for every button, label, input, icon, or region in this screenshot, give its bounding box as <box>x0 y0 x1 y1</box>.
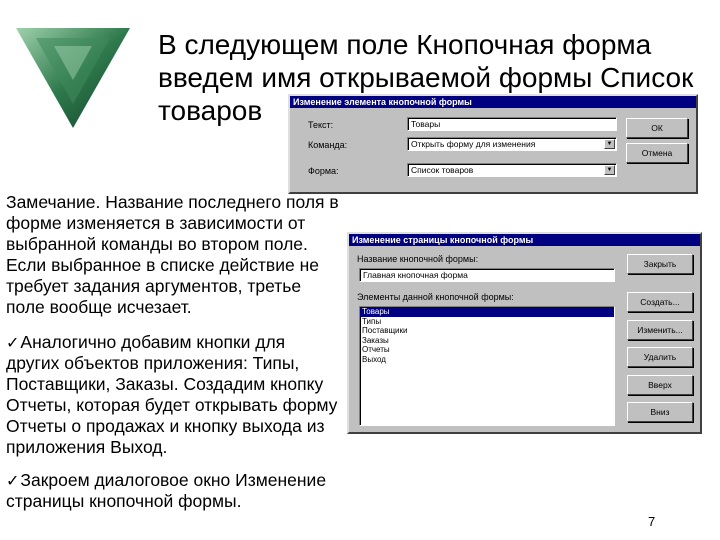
slide-logo-icon <box>14 26 132 130</box>
ok-button[interactable]: ОК <box>626 118 688 138</box>
items-label: Элементы данной кнопочной формы: <box>357 292 514 302</box>
form-select[interactable] <box>407 163 617 177</box>
list-item[interactable]: Типы <box>362 316 382 326</box>
edit-button[interactable]: Изменить... <box>627 320 693 340</box>
command-select-value: Открыть форму для изменения <box>411 139 536 149</box>
items-list[interactable] <box>359 306 615 426</box>
text-label: Текст: <box>308 120 334 130</box>
command-label: Команда: <box>308 140 348 150</box>
list-item[interactable]: Поставщики <box>362 326 408 335</box>
chevron-down-icon[interactable]: ▼ <box>604 165 615 175</box>
note-line: выбранной команды во втором поле. <box>6 234 308 254</box>
bullet-line: Поставщики, Заказы. Создадим кнопку <box>6 374 324 394</box>
move-down-button[interactable]: Вниз <box>627 402 693 422</box>
checkmark-icon: ✓ <box>6 471 20 490</box>
note-line: Если выбранное в списке действие не <box>6 255 320 275</box>
bullet-line: Аналогично добавим кнопки для <box>20 332 286 352</box>
list-item[interactable]: Отчеты <box>362 345 390 354</box>
page-number: 7 <box>648 514 656 529</box>
form-select-value: Список товаров <box>411 165 474 175</box>
create-button[interactable]: Создать... <box>627 292 693 312</box>
bullet-line: Отчеты о продажах и кнопку выхода из <box>6 416 325 436</box>
bullet-line: Отчеты, которая будет открывать форму <box>6 395 338 415</box>
edit-page-dialog <box>347 232 702 434</box>
note-line: требует задания аргументов, третье <box>6 276 302 296</box>
delete-button[interactable]: Удалить <box>627 347 693 367</box>
note-line: Замечание. Название последнего поля в <box>6 192 339 212</box>
close-button[interactable]: Закрыть <box>627 254 693 274</box>
cancel-button[interactable]: Отмена <box>626 143 688 163</box>
list-item[interactable]: Выход <box>362 354 386 364</box>
title-line: В следующем поле Кнопочная форма <box>158 29 652 60</box>
edit-page-dialog-title: Изменение страницы кнопочной формы <box>349 234 700 246</box>
switchboard-name-label: Название кнопочной формы: <box>357 254 479 264</box>
list-item[interactable]: Заказы <box>362 335 389 345</box>
bullet-line: приложения Выход. <box>6 437 168 457</box>
bullet-line: других объектов приложения: Типы, <box>6 353 300 373</box>
note-line: поле вообще исчезает. <box>6 297 192 317</box>
command-select[interactable] <box>407 137 617 151</box>
bullet-line: страницы кнопочной формы. <box>6 491 242 511</box>
form-label: Форма: <box>308 166 339 176</box>
chevron-down-icon[interactable]: ▼ <box>604 139 615 149</box>
bullet-paragraph-1 <box>6 332 356 458</box>
text-input[interactable]: Товары <box>407 117 617 131</box>
bullet-line: Закроем диалоговое окно Изменение <box>20 470 327 490</box>
note-line: форме изменяется в зависимости от <box>6 213 306 233</box>
edit-item-dialog <box>288 94 698 194</box>
switchboard-name-input[interactable]: Главная кнопочная форма <box>359 268 615 282</box>
title-line: товаров <box>158 95 263 126</box>
checkmark-icon: ✓ <box>6 333 20 352</box>
edit-item-dialog-title: Изменение элемента кнопочной формы <box>290 96 696 108</box>
move-up-button[interactable]: Вверх <box>627 375 693 395</box>
list-item[interactable]: Товары <box>360 307 614 317</box>
title-line: введем имя открываемой формы Список <box>158 62 694 93</box>
bullet-paragraph-2 <box>6 470 356 512</box>
note-paragraph <box>6 192 356 318</box>
